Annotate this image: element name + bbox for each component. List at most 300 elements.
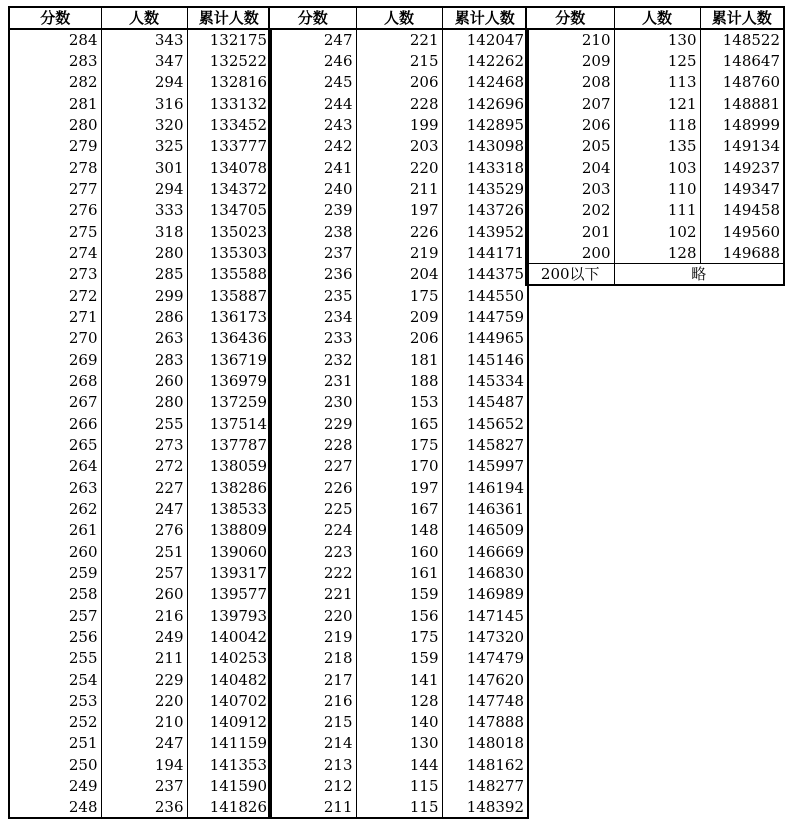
- score-cell: 248: [9, 797, 101, 818]
- table-row: [9, 114, 271, 135]
- cumulative-cell: 142047: [466, 31, 524, 50]
- score-cell: 218: [269, 648, 356, 669]
- count-cell: 128: [614, 242, 700, 263]
- score-cell: 204: [526, 157, 614, 178]
- score-cell: 227: [269, 456, 356, 477]
- count-cell: 216: [101, 605, 187, 626]
- table-row: [269, 178, 528, 199]
- cumulative-cell: 136979: [209, 371, 267, 390]
- table-row: [269, 754, 528, 775]
- score-cell: 250: [9, 754, 101, 775]
- cumulative-cell: 147748: [466, 691, 524, 710]
- cumulative-cell: 134705: [209, 201, 267, 220]
- score-cell: 209: [526, 50, 614, 71]
- count-cell: 229: [101, 669, 187, 690]
- count-cell: 226: [356, 221, 442, 242]
- score-cell: 266: [9, 413, 101, 434]
- score-cell: 207: [526, 93, 614, 114]
- table-row: [269, 328, 528, 349]
- cumulative-cell: 133452: [209, 115, 267, 134]
- header-row: [269, 7, 528, 29]
- table-row: [9, 754, 271, 775]
- table-row: [269, 498, 528, 519]
- cumulative-cell: 148522: [722, 31, 780, 50]
- score-cell: 273: [9, 264, 101, 285]
- cumulative-cell: 144550: [466, 286, 524, 305]
- cumulative-cell: 139793: [209, 606, 267, 625]
- count-cell: 144: [356, 754, 442, 775]
- count-cell: 347: [101, 50, 187, 71]
- cumulative-cell: 141159: [209, 734, 267, 753]
- cumulative-cell: 134372: [209, 179, 267, 198]
- count-cell: 286: [101, 306, 187, 327]
- count-cell: 272: [101, 456, 187, 477]
- table-row: [269, 520, 528, 541]
- table-row: [9, 349, 271, 370]
- column-header-count: 人数: [614, 7, 700, 29]
- cumulative-cell: 138286: [209, 478, 267, 497]
- table-row: [269, 29, 528, 50]
- table-row: [9, 370, 271, 391]
- table-row: [9, 392, 271, 413]
- score-cell: 244: [269, 93, 356, 114]
- table-row: [9, 562, 271, 583]
- table-row: [9, 242, 271, 263]
- cumulative-cell: 142895: [466, 115, 524, 134]
- table-row: [269, 157, 528, 178]
- cumulative-cell: 142262: [466, 51, 524, 70]
- count-cell: 141: [356, 669, 442, 690]
- cumulative-cell: 132522: [209, 51, 267, 70]
- score-cell: 280: [9, 114, 101, 135]
- count-cell: 203: [356, 136, 442, 157]
- count-cell: 316: [101, 93, 187, 114]
- count-cell: 294: [101, 72, 187, 93]
- cumulative-cell: 148647: [722, 51, 780, 70]
- cumulative-cell: 148760: [722, 73, 780, 92]
- score-cell: 281: [9, 93, 101, 114]
- score-cell: 260: [9, 541, 101, 562]
- table-row: [9, 541, 271, 562]
- table-row: [9, 72, 271, 93]
- count-cell: 194: [101, 754, 187, 775]
- score-cell: 239: [269, 200, 356, 221]
- table-row: [9, 50, 271, 71]
- count-cell: 121: [614, 93, 700, 114]
- cumulative-cell: 135588: [209, 265, 267, 284]
- cumulative-cell: 141353: [209, 755, 267, 774]
- cumulative-cell: 145827: [466, 435, 524, 454]
- column-header-score: 分数: [9, 7, 101, 29]
- table-row: [526, 157, 784, 178]
- count-cell: 175: [356, 434, 442, 455]
- count-cell: 110: [614, 178, 700, 199]
- table-row: [269, 456, 528, 477]
- table-row: [269, 285, 528, 306]
- table-row: [9, 264, 271, 285]
- table-row: [9, 648, 271, 669]
- cumulative-cell: 148392: [466, 797, 524, 816]
- table-row: [269, 797, 528, 818]
- score-cell: 216: [269, 690, 356, 711]
- table-row: [269, 648, 528, 669]
- table-row: [526, 114, 784, 135]
- table-row: [269, 242, 528, 263]
- count-cell: 247: [101, 498, 187, 519]
- table-row: [269, 93, 528, 114]
- count-cell: 130: [614, 29, 700, 50]
- score-cell: 265: [9, 434, 101, 455]
- table-row: [9, 157, 271, 178]
- count-cell: 219: [356, 242, 442, 263]
- cumulative-cell: 134078: [209, 158, 267, 177]
- table-row: [9, 775, 271, 796]
- count-cell: 209: [356, 306, 442, 327]
- table-row: [269, 221, 528, 242]
- cumulative-cell: 147888: [466, 713, 524, 732]
- table-row: [269, 50, 528, 71]
- cumulative-cell: 140482: [209, 670, 267, 689]
- count-cell: 206: [356, 328, 442, 349]
- count-cell: 301: [101, 157, 187, 178]
- count-cell: 188: [356, 370, 442, 391]
- table-row: [9, 626, 271, 647]
- count-cell: 220: [101, 690, 187, 711]
- count-cell: 130: [356, 733, 442, 754]
- score-cell: 223: [269, 541, 356, 562]
- score-cell: 261: [9, 520, 101, 541]
- table-row: [9, 584, 271, 605]
- count-cell: 135: [614, 136, 700, 157]
- count-cell: 115: [356, 797, 442, 818]
- table-row: [9, 797, 271, 818]
- cumulative-cell: 135023: [209, 222, 267, 241]
- table-row: [9, 413, 271, 434]
- cumulative-cell: 137514: [209, 414, 267, 433]
- score-cell: 231: [269, 370, 356, 391]
- score-cell: 229: [269, 413, 356, 434]
- table-row: [9, 285, 271, 306]
- count-cell: 211: [101, 648, 187, 669]
- count-cell: 111: [614, 200, 700, 221]
- score-cell: 284: [9, 29, 101, 50]
- score-cell: 202: [526, 200, 614, 221]
- score-cell: 262: [9, 498, 101, 519]
- table-row: [9, 669, 271, 690]
- count-cell: 156: [356, 605, 442, 626]
- table-row: [9, 200, 271, 221]
- table-row: [269, 136, 528, 157]
- score-cell: 242: [269, 136, 356, 157]
- score-cell: 268: [9, 370, 101, 391]
- table-row: [269, 434, 528, 455]
- table-body: [9, 29, 271, 818]
- score-cell: 251: [9, 733, 101, 754]
- score-cell: 235: [269, 285, 356, 306]
- count-cell: 325: [101, 136, 187, 157]
- cumulative-cell: 138059: [209, 457, 267, 476]
- cumulative-cell: 141826: [209, 797, 267, 816]
- column-header-cumulative: 累计人数: [700, 7, 784, 29]
- column-header-cumulative: 累计人数: [187, 7, 271, 29]
- table-row: [9, 477, 271, 498]
- score-cell: 257: [9, 605, 101, 626]
- score-cell: 211: [269, 797, 356, 818]
- cumulative-cell: 144375: [466, 265, 524, 284]
- count-cell: 255: [101, 413, 187, 434]
- table-row: [9, 690, 271, 711]
- table-row: [269, 200, 528, 221]
- score-cell: 214: [269, 733, 356, 754]
- cumulative-cell: 141590: [209, 777, 267, 796]
- count-cell: 140: [356, 712, 442, 733]
- column-header-count: 人数: [101, 7, 187, 29]
- cumulative-cell: 144759: [466, 307, 524, 326]
- score-cell: 245: [269, 72, 356, 93]
- count-cell: 181: [356, 349, 442, 370]
- cumulative-cell: 148881: [722, 94, 780, 113]
- count-cell: 118: [614, 114, 700, 135]
- cropped-heading-text: [8, 0, 528, 5]
- score-cell: 228: [269, 434, 356, 455]
- cumulative-cell: 143098: [466, 137, 524, 156]
- cumulative-cell: 136173: [209, 307, 267, 326]
- score-cell: 264: [9, 456, 101, 477]
- score-cell: 277: [9, 178, 101, 199]
- cumulative-cell: 146361: [466, 499, 524, 518]
- count-cell: 220: [356, 157, 442, 178]
- table-row: [9, 712, 271, 733]
- table-row: [526, 178, 784, 199]
- score-cell: 201: [526, 221, 614, 242]
- count-cell: 251: [101, 541, 187, 562]
- table-row: [9, 93, 271, 114]
- cumulative-cell: 139060: [209, 542, 267, 561]
- score-cell: 212: [269, 775, 356, 796]
- table-row: [269, 690, 528, 711]
- score-cell: 234: [269, 306, 356, 327]
- count-cell: 211: [356, 178, 442, 199]
- cumulative-cell: 140253: [209, 649, 267, 668]
- cumulative-cell: 146830: [466, 563, 524, 582]
- cumulative-cell: 148162: [466, 755, 524, 774]
- count-cell: 260: [101, 370, 187, 391]
- score-cell: 270: [9, 328, 101, 349]
- table-row: [269, 413, 528, 434]
- count-cell: 285: [101, 264, 187, 285]
- cumulative-cell: 135887: [209, 286, 267, 305]
- count-cell: 283: [101, 349, 187, 370]
- count-cell: 204: [356, 264, 442, 285]
- table-row: [269, 306, 528, 327]
- column-header-score: 分数: [526, 7, 614, 29]
- cumulative-cell: 149560: [722, 222, 780, 241]
- cumulative-cell: 147145: [466, 606, 524, 625]
- cumulative-cell: 135303: [209, 243, 267, 262]
- score-cell: 283: [9, 50, 101, 71]
- count-cell: 236: [101, 797, 187, 818]
- column-header-score: 分数: [269, 7, 356, 29]
- count-cell: 228: [356, 93, 442, 114]
- cumulative-cell: 140912: [209, 713, 267, 732]
- cumulative-cell: 143726: [466, 201, 524, 220]
- cumulative-cell: 133777: [209, 137, 267, 156]
- score-cell: 200: [526, 242, 614, 263]
- table-row: [526, 29, 784, 50]
- cumulative-cell: 149347: [722, 179, 780, 198]
- cumulative-cell: 147320: [466, 627, 524, 646]
- table-row: [9, 306, 271, 327]
- count-cell: 299: [101, 285, 187, 306]
- table-row: [526, 221, 784, 242]
- score-cell: 237: [269, 242, 356, 263]
- cumulative-cell: 137787: [209, 435, 267, 454]
- column-header-count: 人数: [356, 7, 442, 29]
- score-cell: 213: [269, 754, 356, 775]
- score-cell: 279: [9, 136, 101, 157]
- score-cell: 267: [9, 392, 101, 413]
- score-cell: 275: [9, 221, 101, 242]
- score-cell: 246: [269, 50, 356, 71]
- score-cell: 254: [9, 669, 101, 690]
- score-cell: 206: [526, 114, 614, 135]
- count-cell: 103: [614, 157, 700, 178]
- cumulative-cell: 148277: [466, 777, 524, 796]
- count-cell: 159: [356, 648, 442, 669]
- score-table-1: [8, 6, 272, 819]
- score-cell: 236: [269, 264, 356, 285]
- cumulative-cell: 148018: [466, 734, 524, 753]
- count-cell: 165: [356, 413, 442, 434]
- count-cell: 125: [614, 50, 700, 71]
- count-cell: 161: [356, 562, 442, 583]
- table-row: [9, 434, 271, 455]
- count-cell: 249: [101, 626, 187, 647]
- table-row: [526, 242, 784, 263]
- count-cell: 343: [101, 29, 187, 50]
- cumulative-cell: 140042: [209, 627, 267, 646]
- score-cell: 240: [269, 178, 356, 199]
- score-cell: 224: [269, 520, 356, 541]
- table-row: [9, 605, 271, 626]
- score-cell: 221: [269, 584, 356, 605]
- count-cell: 175: [356, 285, 442, 306]
- score-cell: 238: [269, 221, 356, 242]
- score-cell: 205: [526, 136, 614, 157]
- table-row: [9, 178, 271, 199]
- cumulative-cell: 147479: [466, 649, 524, 668]
- score-cell: 253: [9, 690, 101, 711]
- cumulative-cell: 145334: [466, 371, 524, 390]
- score-cell: 259: [9, 562, 101, 583]
- cumulative-cell: 142468: [466, 73, 524, 92]
- cumulative-cell: 143952: [466, 222, 524, 241]
- cumulative-cell: 145487: [466, 393, 524, 412]
- score-table-3: [525, 6, 785, 286]
- table-row: [269, 477, 528, 498]
- score-cell: 249: [9, 775, 101, 796]
- table-row: [9, 136, 271, 157]
- score-table-2: [268, 6, 529, 819]
- cumulative-cell: 138533: [209, 499, 267, 518]
- cumulative-cell: 137259: [209, 393, 267, 412]
- cumulative-cell: 149458: [722, 201, 780, 220]
- table-row: [269, 733, 528, 754]
- cumulative-cell: 146194: [466, 478, 524, 497]
- score-cell: 272: [9, 285, 101, 306]
- count-cell: 237: [101, 775, 187, 796]
- below-200-label: 200以下: [526, 264, 614, 286]
- score-cell: 225: [269, 498, 356, 519]
- table-row: [269, 370, 528, 391]
- table-row: [526, 93, 784, 114]
- cumulative-cell: 149237: [722, 158, 780, 177]
- cumulative-cell: 136436: [209, 329, 267, 348]
- table-row: [269, 775, 528, 796]
- score-cell: 276: [9, 200, 101, 221]
- table-row: [9, 456, 271, 477]
- count-cell: 153: [356, 392, 442, 413]
- cumulative-cell: 143318: [466, 158, 524, 177]
- cumulative-cell: 146669: [466, 542, 524, 561]
- score-cell: 263: [9, 477, 101, 498]
- count-cell: 263: [101, 328, 187, 349]
- column-header-cumulative: 累计人数: [442, 7, 528, 29]
- table-body: [526, 29, 784, 264]
- cumulative-cell: 149688: [722, 243, 780, 262]
- score-cell: 220: [269, 605, 356, 626]
- score-cell: 222: [269, 562, 356, 583]
- count-cell: 206: [356, 72, 442, 93]
- score-cell: 243: [269, 114, 356, 135]
- score-cell: 215: [269, 712, 356, 733]
- score-cell: 230: [269, 392, 356, 413]
- table-row: [9, 328, 271, 349]
- count-cell: 273: [101, 434, 187, 455]
- score-cell: 203: [526, 178, 614, 199]
- cumulative-cell: 140702: [209, 691, 267, 710]
- cumulative-cell: 145652: [466, 414, 524, 433]
- cumulative-cell: 145146: [466, 350, 524, 369]
- cumulative-cell: 139577: [209, 585, 267, 604]
- count-cell: 197: [356, 200, 442, 221]
- score-cell: 278: [9, 157, 101, 178]
- count-cell: 197: [356, 477, 442, 498]
- count-cell: 113: [614, 72, 700, 93]
- table-row: [269, 584, 528, 605]
- score-cell: 247: [269, 29, 356, 50]
- below-200-row: [526, 264, 784, 286]
- count-cell: 257: [101, 562, 187, 583]
- table-row: [9, 733, 271, 754]
- cumulative-cell: 144965: [466, 329, 524, 348]
- count-cell: 210: [101, 712, 187, 733]
- count-cell: 318: [101, 221, 187, 242]
- score-cell: 232: [269, 349, 356, 370]
- score-cell: 241: [269, 157, 356, 178]
- score-cell: 282: [9, 72, 101, 93]
- table-row: [9, 29, 271, 50]
- count-cell: 320: [101, 114, 187, 135]
- count-cell: 215: [356, 50, 442, 71]
- table-row: [269, 114, 528, 135]
- count-cell: 280: [101, 392, 187, 413]
- cumulative-cell: 149134: [722, 137, 780, 156]
- cumulative-cell: 138809: [209, 521, 267, 540]
- table-row: [269, 541, 528, 562]
- count-cell: 102: [614, 221, 700, 242]
- omitted-note: 略: [614, 264, 784, 286]
